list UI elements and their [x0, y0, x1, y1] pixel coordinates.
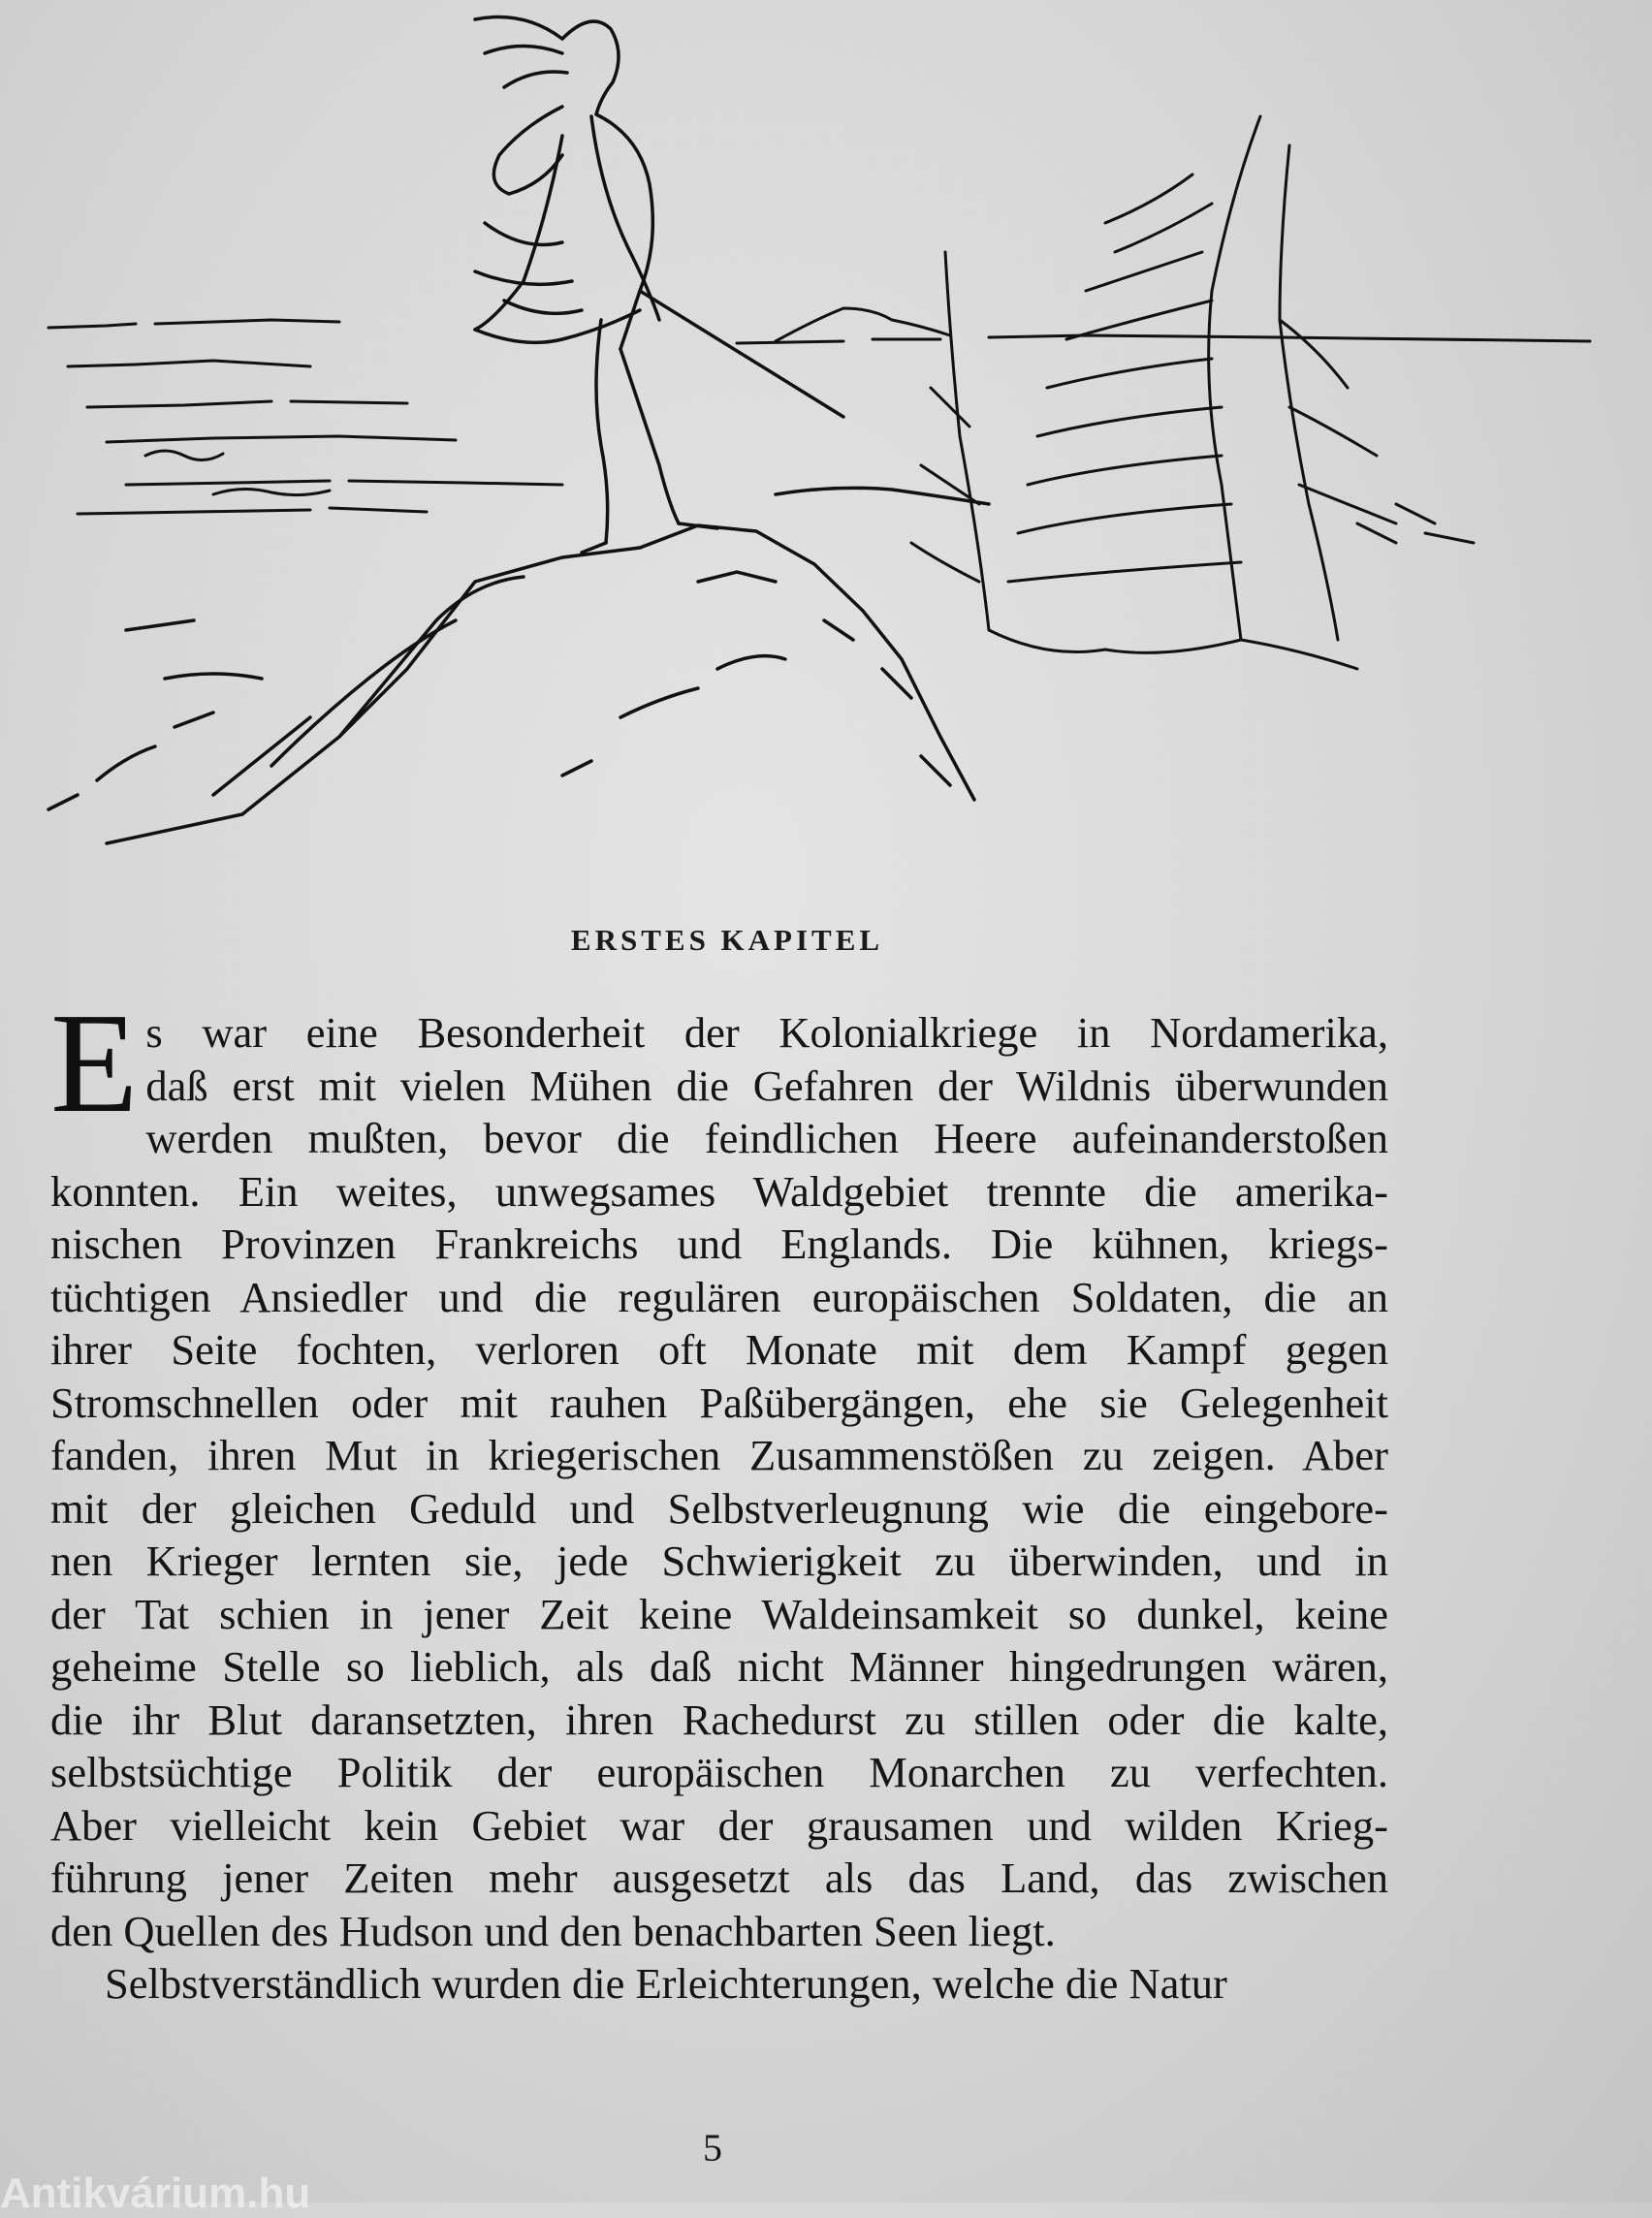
- chapter-illustration: [19, 0, 1619, 872]
- text-line: den Quellen des Hudson und den benachbarten Seen liegt.: [50, 1906, 1056, 1955]
- chapter-heading: ERSTES KAPITEL: [570, 923, 884, 957]
- text-line: s war eine Besonderheit der Kolonialkriege in Nordamerika,: [145, 1008, 1388, 1057]
- text-line: selbstsüchtige Politik der europäischen Monarchen zu verfechten.: [50, 1748, 1388, 1796]
- watermark: Antikvárium.hu: [0, 2170, 311, 2217]
- text-line: konnten. Ein weites, unwegsames Waldgebiet trennte die amerika-: [50, 1166, 1388, 1216]
- cliff-outline: [48, 488, 989, 843]
- text-line: werden mußten, bevor die feindlichen Heere aufeinanderstoßen: [145, 1114, 1388, 1162]
- drop-cap: E: [50, 984, 139, 1143]
- text-line: ihrer Seite fochten, verloren oft Monate mit dem Kampf gegen: [50, 1325, 1388, 1374]
- page-number: 5: [703, 2126, 722, 2170]
- text-line: Selbstverständlich wurden die Erleichterungen, welche die Natur: [105, 1959, 1227, 2008]
- text-line: geheime Stelle so lieblich, als daß nicht Männer hingedrungen wären,: [50, 1642, 1388, 1691]
- text-line: nischen Provinzen Frankreichs und Englands. Die kühnen, kriegs-: [50, 1220, 1388, 1268]
- text-line: tüchtigen Ansiedler und die regulären europäischen Soldaten, die an: [50, 1272, 1388, 1321]
- warrior-figure: [475, 17, 843, 554]
- text-line: führung jener Zeiten mehr ausgesetzt als das Land, das zwischen: [50, 1854, 1388, 1902]
- text-line: die ihr Blut daransetzten, ihren Rachedurst zu stillen oder die kalte,: [50, 1695, 1388, 1744]
- text-line: Aber vielleicht kein Gebiet war der grausamen und wilden Krieg-: [50, 1800, 1388, 1850]
- text-line: der Tat schien in jener Zeit keine Waldeinsamkeit so dunkel, keine: [50, 1589, 1388, 1638]
- text-line: mit der gleichen Geduld und Selbstverleugnung wie die eingebore-: [50, 1483, 1388, 1533]
- sea-lines: [48, 308, 1590, 514]
- text-line: nen Krieger lernten sie, jede Schwierigkeit zu überwinden, und in: [50, 1537, 1388, 1585]
- text-line: daß erst mit vielen Mühen die Gefahren der Wildnis überwunden: [145, 1061, 1388, 1110]
- text-line: Stromschnellen oder mit rauhen Paßübergängen, ehe sie Gelegenheit: [50, 1378, 1388, 1427]
- body-text: [50, 984, 1388, 2011]
- text-line: fanden, ihren Mut in kriegerischen Zusammenstößen zu zeigen. Aber: [50, 1431, 1388, 1479]
- pine-trees: [911, 116, 1474, 669]
